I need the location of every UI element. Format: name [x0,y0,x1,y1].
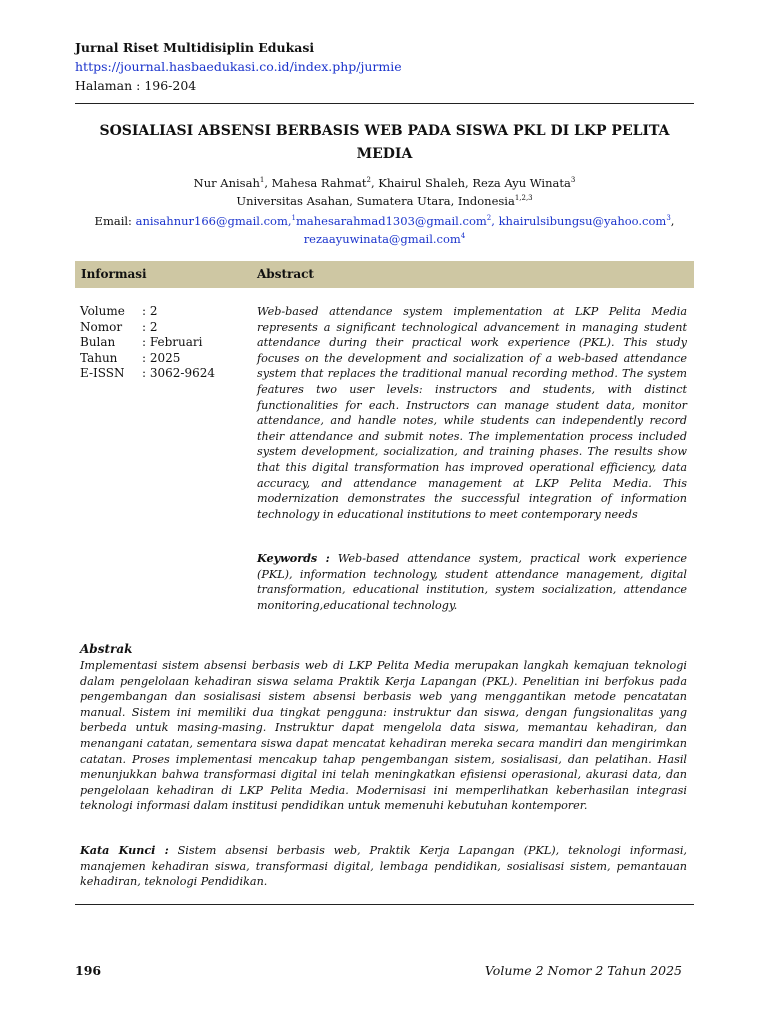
meta-row: Volume : 2 [80,304,158,318]
journal-url-link[interactable]: https://journal.hasbaedukasi.co.id/index.php/jurmie [75,59,402,74]
email-link[interactable]: anisahnur166@gmail.com, [135,214,292,228]
abstract-heading: Abstract [257,267,314,281]
author-name: Khairul Shaleh, Reza Ayu Winata [378,176,571,190]
volume-info: Volume 2 Nomor 2 Tahun 2025 [484,963,682,978]
email-link[interactable]: , khairulsibungsu@yahoo.com [491,214,667,228]
journal-name: Jurnal Riset Multidisiplin Edukasi [75,40,315,55]
author-sup: 3 [570,176,576,185]
keywords-english: Keywords : Web-based attendance system, practical work experience (PKL), information technology, student attendance management, digital transformation, educational institution, system socialization, attendance monitoring,educational technology. [257,551,687,612]
author-name: Mahesa Rahmat [271,176,367,190]
author-name: Nur Anisah [193,176,260,190]
page-range: Halaman : 196-204 [75,78,197,93]
abstract-english: Web-based attendance system implementation at LKP Pelita Media represents a significant technological advancement in managing student attendance during their practical work experience (PKL). This study focuses on the development and socialization of a web-based attendance system that replaces the traditional manual recording method. The system features two user levels: instructors and students, with distinct functionalities for each. Instructors can manage student data, monitor attendance, and handle notes, while students can independently record their attendance and submit notes. The implementation process included system development, socialization, and training phases. The results show that this digital transformation has improved operational efficiency, data accuracy, and attendance management at LKP Pelita Media. This modernization demonstrates the successful integration of information technology in educational institutions to meet contemporary needs [257,305,687,521]
author-sup: 2 [366,176,371,185]
footer-rule [75,904,694,905]
info-abstract-bar [75,261,694,288]
email-label: Email: [94,214,136,228]
abstract-indonesian: Implementasi sistem absensi berbasis web di LKP Pelita Media merupakan langkah kemajuan teknologi dalam pengelolaan kehadiran siswa selama Praktik Kerja Lapangan (PKL). Penelitian ini berfokus pada pengembangan dan sosialisasi sistem absensi berbasis web yang menggantikan metode pencatatan manual. Sistem ini memiliki dua tingkat pengguna: instruktur dan siswa, dengan fungsionalitas yang berbeda untuk masing-masing. Instruktur dapat mengelola data siswa, memantau kehadiran, dan menangani catatan, sementara siswa dapat mencatat kehadiran mereka secara mandiri dan mengirimkan catatan. Proses implementasi mencakup tahap pengembangan sistem, sosialisasi, dan pelatihan. Hasil menunjukkan bahwa transformasi digital ini telah meningkatkan efisiensi operasional, akurasi data, dan pengelolaan kehadiran di LKP Pelita Media. Modernisasi ini memperlihatkan keberhasilan integrasi teknologi informasi dalam institusi pendidikan untuk memenuhi kebutuhan kontemporer. [80,659,687,813]
meta-row: Nomor : 2 [80,319,158,334]
meta-row: E-ISSN : 3062-9624 [80,366,215,380]
keywords-label: Keywords : [257,551,330,565]
meta-row: Tahun : 2025 [80,350,181,365]
keywords-indonesian: Kata Kunci : Sistem absensi berbasis web, Praktik Kerja Lapangan (PKL), teknologi informasi, manajemen kehadiran siswa, transformasi digital, lembaga pendidikan, sosialisasi sistem, pemantauan kehadiran, teknologi Pendidikan. [80,843,687,889]
email-list: Email: anisahnur166@gmail.com,$^1$mahesarahmad1303@gmail.com$^2$, khairulsibungsu@yahoo.com$^3$, rezaayuwinata@gmail.com$^4$ [94,214,675,246]
author-list: Nur Anisah$^1$, Mahesa Rahmat$^2$, Khairul Shaleh, Reza Ayu Winata$^3$ [193,176,576,190]
journal-header [75,38,402,95]
kata-kunci-label: Kata Kunci : [80,843,169,857]
email-link[interactable]: rezaayuwinata@gmail.com [303,232,461,246]
meta-row: Bulan : Februari [80,335,203,349]
info-heading: Informasi [81,267,147,281]
email-link[interactable]: mahesarahmad1303@gmail.com [296,214,487,228]
affiliation: Universitas Asahan, Sumatera Utara, Indonesia$^{1,2,3}$ [236,194,533,208]
abstrak-heading: Abstrak [80,642,133,656]
article-meta [80,304,215,382]
header-rule [75,103,694,104]
author-sup: 1 [259,176,265,185]
paper-title: SOSIALIASI ABSENSI BERBASIS WEB PADA SISWA PKL DI LKP PELITA MEDIA [99,123,670,162]
page-number: 196 [75,963,102,978]
